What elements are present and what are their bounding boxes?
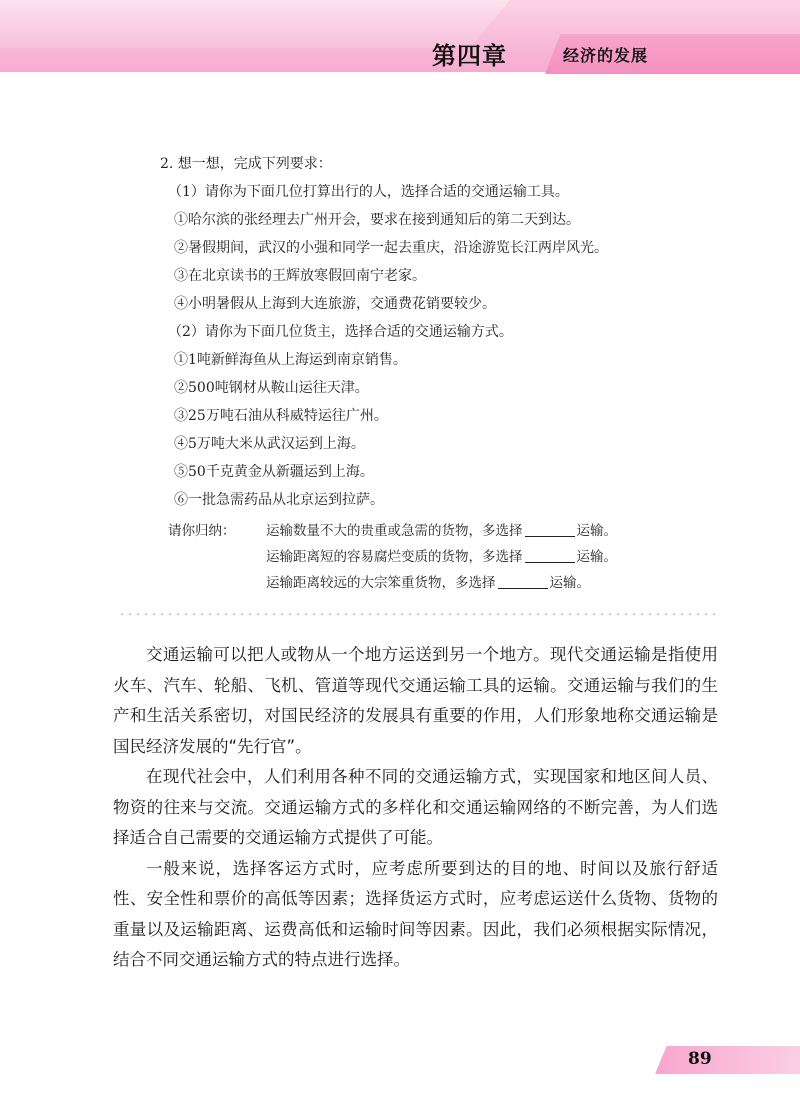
- summary-text-end: 运输。: [549, 575, 590, 591]
- main-text: [113, 640, 718, 976]
- page-number: 89: [688, 1049, 712, 1069]
- part2-item: ⑥一批急需药品从北京运到拉萨。: [174, 492, 384, 508]
- part2-item: ④5万吨大米从武汉运到上海。: [174, 436, 365, 452]
- part2-item: ⑤50千克黄金从新疆运到上海。: [174, 464, 374, 480]
- paragraph: 在现代社会中，人们利用各种不同的交通运输方式，实现国家和地区间人员、物资的往来与交流。交通运输方式的多样化和交通运输网络的不断完善，为人们选择适合自己需要的交通运输方式提供了可能。: [113, 767, 718, 847]
- summary-line: [160, 544, 720, 570]
- part1-item: ③在北京读书的王辉放寒假回南宁老家。: [174, 268, 426, 284]
- part1-item: ①哈尔滨的张经理去广州开会，要求在接到通知后的第二天到达。: [174, 212, 580, 228]
- part2-item: ②500吨钢材从鞍山运往天津。: [174, 380, 369, 396]
- part2-prompt: （2）请你为下面几位货主，选择合适的交通运输方式。: [168, 324, 513, 340]
- answer-blank[interactable]: [525, 546, 575, 563]
- summary-text-end: 运输。: [576, 523, 617, 539]
- chapter-number: 第四章: [432, 41, 507, 70]
- summary-text: 运输数量不大的贵重或急需的货物，多选择: [266, 523, 523, 539]
- answer-blank[interactable]: [498, 572, 548, 589]
- activity-title: 2. 想一想，完成下列要求：: [160, 156, 332, 172]
- summary-block: [160, 518, 720, 596]
- summary-label: 请你归纳：: [168, 523, 236, 539]
- part1-item: ②暑假期间，武汉的小强和同学一起去重庆，沿途游览长江两岸风光。: [174, 240, 608, 256]
- summary-line: [160, 570, 720, 596]
- part2-item: ①1吨新鲜海鱼从上海运到南京销售。: [174, 352, 407, 368]
- paragraph: 一般来说，选择客运方式时，应考虑所要到达的目的地、时间以及旅行舒适性、安全性和票价的高低等因素；选择货运方式时，应考虑运送什么货物、货物的重量以及运输距离、运费高低和运输时间等因素。因此，我们必须根据实际情况，结合不同交通运输方式的特点进行选择。: [113, 858, 718, 969]
- summary-text: 运输距离短的容易腐烂变质的货物，多选择: [266, 549, 523, 565]
- activity-box: [160, 150, 720, 596]
- page-number-tab: [655, 1046, 800, 1074]
- part1-item: ④小明暑假从上海到大连旅游，交通费花销要较少。: [174, 296, 496, 312]
- answer-blank[interactable]: [525, 520, 575, 537]
- dotted-divider: [118, 613, 718, 615]
- summary-text: 运输距离较远的大宗笨重货物，多选择: [266, 575, 496, 591]
- summary-line: [160, 518, 720, 544]
- part1-prompt: （1）请你为下面几位打算出行的人，选择合适的交通运输工具。: [168, 184, 569, 200]
- summary-text-end: 运输。: [576, 549, 617, 565]
- chapter-title: 经济的发展: [563, 46, 649, 65]
- page-header: [0, 0, 800, 80]
- part2-item: ③25万吨石油从科威特运往广州。: [174, 408, 388, 424]
- paragraph: 交通运输可以把人或物从一个地方运送到另一个地方。现代交通运输是指使用火车、汽车、轮船、飞机、管道等现代交通运输工具的运输。交通运输与我们的生产和生活关系密切，对国民经济的发展具有重要的作用，人们形象地称交通运输是国民经济发展的“先行官”。: [113, 645, 718, 756]
